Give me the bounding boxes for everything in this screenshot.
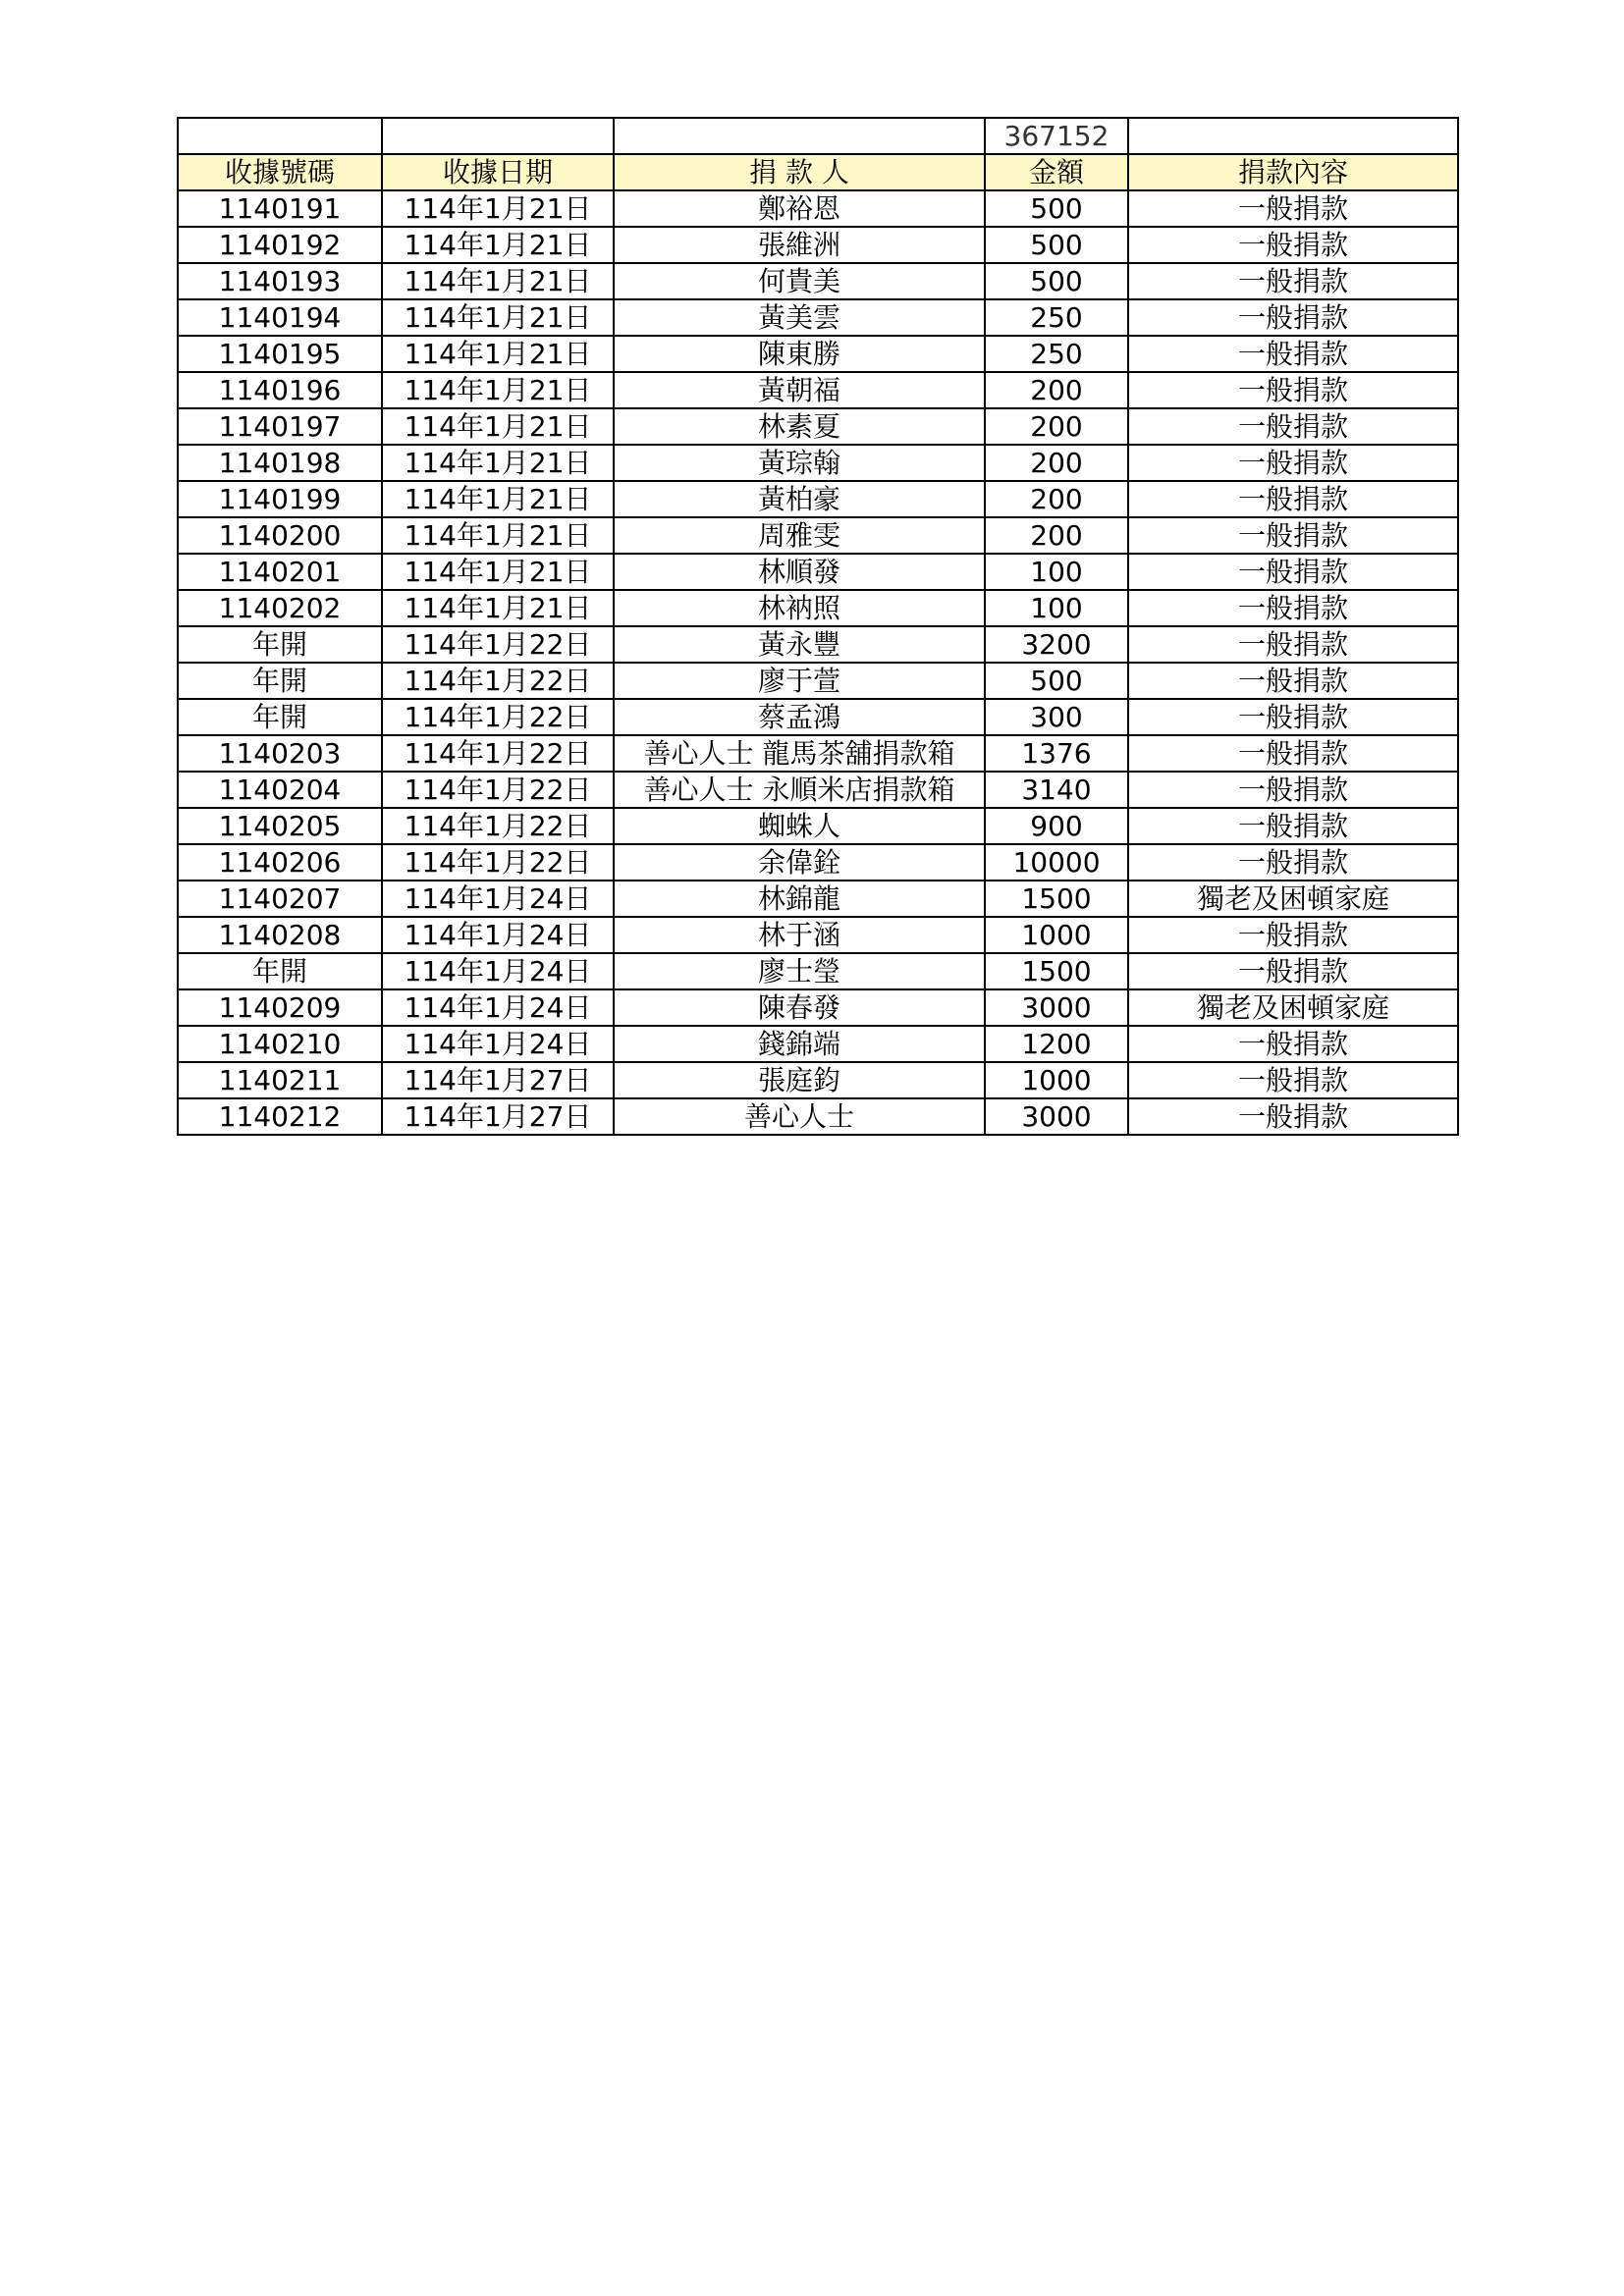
table-row: [178, 917, 1458, 953]
cell-donor: 林素夏: [614, 408, 985, 445]
cell-receipt-date: 114年1月24日: [382, 953, 614, 989]
cell-receipt-no: 1140211: [178, 1062, 382, 1098]
cell-content: 一般捐款: [1128, 917, 1458, 953]
cell-donor: 林于涵: [614, 917, 985, 953]
cell-receipt-date: 114年1月21日: [382, 445, 614, 481]
cell-amount: 100: [985, 590, 1128, 626]
cell-receipt-no: 1140192: [178, 227, 382, 263]
cell-receipt-no: 1140205: [178, 808, 382, 844]
cell-content: 獨老及困頓家庭: [1128, 881, 1458, 917]
cell-receipt-date: 114年1月24日: [382, 881, 614, 917]
cell-amount: 1000: [985, 917, 1128, 953]
cell-content: 一般捐款: [1128, 1026, 1458, 1062]
header-content: 捐款內容: [1128, 154, 1458, 190]
cell-content: 一般捐款: [1128, 299, 1458, 336]
cell-content: 一般捐款: [1128, 1098, 1458, 1135]
cell-donor: 廖于萱: [614, 663, 985, 699]
table-row: [178, 1026, 1458, 1062]
header-amount: 金額: [985, 154, 1128, 190]
cell-receipt-no: 1140193: [178, 263, 382, 299]
cell-receipt-no: 1140207: [178, 881, 382, 917]
cell-receipt-no: 1140201: [178, 554, 382, 590]
cell-receipt-date: 114年1月22日: [382, 772, 614, 808]
cell-receipt-date: 114年1月24日: [382, 1026, 614, 1062]
cell-content: 一般捐款: [1128, 626, 1458, 663]
table-row: [178, 481, 1458, 517]
table-row: [178, 554, 1458, 590]
table-row: [178, 372, 1458, 408]
donation-sheet: [177, 117, 1457, 1136]
header-row: [178, 154, 1458, 190]
cell-donor: 蔡孟鴻: [614, 699, 985, 735]
cell-receipt-date: 114年1月22日: [382, 808, 614, 844]
cell-amount: 3140: [985, 772, 1128, 808]
cell-amount: 200: [985, 372, 1128, 408]
cell-content: 獨老及困頓家庭: [1128, 989, 1458, 1026]
cell-amount: 3000: [985, 989, 1128, 1026]
cell-donor: 錢錦端: [614, 1026, 985, 1062]
cell-receipt-no: 年開: [178, 699, 382, 735]
cell-content: 一般捐款: [1128, 263, 1458, 299]
cell-donor: 何貴美: [614, 263, 985, 299]
cell-content: 一般捐款: [1128, 663, 1458, 699]
header-donor: 捐 款 人: [614, 154, 985, 190]
cell-amount: 1000: [985, 1062, 1128, 1098]
donation-table: [177, 117, 1459, 1136]
total-row-empty-cell: [1128, 118, 1458, 154]
cell-receipt-no: 年開: [178, 626, 382, 663]
cell-amount: 500: [985, 190, 1128, 227]
table-row: [178, 626, 1458, 663]
table-row: [178, 336, 1458, 372]
total-row-empty-cell: [614, 118, 985, 154]
cell-donor: 善心人士 龍馬茶舖捐款箱: [614, 735, 985, 772]
cell-receipt-date: 114年1月22日: [382, 663, 614, 699]
cell-amount: 500: [985, 227, 1128, 263]
cell-amount: 1500: [985, 953, 1128, 989]
cell-amount: 100: [985, 554, 1128, 590]
cell-receipt-date: 114年1月22日: [382, 735, 614, 772]
cell-donor: 黃美雲: [614, 299, 985, 336]
table-row: [178, 953, 1458, 989]
cell-receipt-no: 1140210: [178, 1026, 382, 1062]
cell-donor: 余偉銓: [614, 844, 985, 881]
table-row: [178, 190, 1458, 227]
cell-donor: 張維洲: [614, 227, 985, 263]
cell-receipt-date: 114年1月21日: [382, 554, 614, 590]
cell-donor: 鄭裕恩: [614, 190, 985, 227]
cell-content: 一般捐款: [1128, 1062, 1458, 1098]
table-row: [178, 227, 1458, 263]
cell-amount: 3000: [985, 1098, 1128, 1135]
cell-receipt-date: 114年1月21日: [382, 263, 614, 299]
cell-content: 一般捐款: [1128, 699, 1458, 735]
cell-amount: 200: [985, 408, 1128, 445]
cell-receipt-date: 114年1月21日: [382, 190, 614, 227]
total-row-empty-cell: [178, 118, 382, 154]
cell-donor: 周雅雯: [614, 517, 985, 554]
cell-donor: 蜘蛛人: [614, 808, 985, 844]
cell-receipt-no: 1140196: [178, 372, 382, 408]
cell-receipt-no: 1140200: [178, 517, 382, 554]
cell-content: 一般捐款: [1128, 190, 1458, 227]
table-row: [178, 263, 1458, 299]
cell-amount: 200: [985, 517, 1128, 554]
cell-donor: 林衲照: [614, 590, 985, 626]
cell-receipt-no: 1140212: [178, 1098, 382, 1135]
cell-receipt-date: 114年1月22日: [382, 626, 614, 663]
cell-receipt-date: 114年1月21日: [382, 590, 614, 626]
cell-content: 一般捐款: [1128, 517, 1458, 554]
table-row: [178, 1098, 1458, 1135]
cell-donor: 陳東勝: [614, 336, 985, 372]
cell-receipt-date: 114年1月21日: [382, 517, 614, 554]
cell-receipt-date: 114年1月27日: [382, 1098, 614, 1135]
cell-receipt-no: 1140204: [178, 772, 382, 808]
cell-content: 一般捐款: [1128, 336, 1458, 372]
cell-donor: 林順發: [614, 554, 985, 590]
table-row: [178, 517, 1458, 554]
cell-content: 一般捐款: [1128, 953, 1458, 989]
cell-receipt-no: 1140195: [178, 336, 382, 372]
cell-amount: 200: [985, 481, 1128, 517]
cell-amount: 1500: [985, 881, 1128, 917]
cell-receipt-no: 1140209: [178, 989, 382, 1026]
cell-amount: 10000: [985, 844, 1128, 881]
table-row: [178, 1062, 1458, 1098]
cell-donor: 善心人士 永順米店捐款箱: [614, 772, 985, 808]
cell-amount: 3200: [985, 626, 1128, 663]
table-row: [178, 699, 1458, 735]
cell-amount: 250: [985, 336, 1128, 372]
total-row: [178, 118, 1458, 154]
total-amount: 367152: [985, 118, 1128, 154]
cell-donor: 黃永豐: [614, 626, 985, 663]
header-receipt-date: 收據日期: [382, 154, 614, 190]
cell-receipt-no: 1140197: [178, 408, 382, 445]
cell-receipt-no: 1140208: [178, 917, 382, 953]
cell-receipt-no: 年開: [178, 953, 382, 989]
table-row: [178, 989, 1458, 1026]
cell-content: 一般捐款: [1128, 372, 1458, 408]
cell-receipt-no: 年開: [178, 663, 382, 699]
cell-receipt-no: 1140199: [178, 481, 382, 517]
cell-receipt-date: 114年1月22日: [382, 699, 614, 735]
cell-receipt-date: 114年1月21日: [382, 227, 614, 263]
cell-content: 一般捐款: [1128, 227, 1458, 263]
cell-donor: 廖士瑩: [614, 953, 985, 989]
cell-content: 一般捐款: [1128, 844, 1458, 881]
cell-content: 一般捐款: [1128, 772, 1458, 808]
cell-donor: 黃朝福: [614, 372, 985, 408]
cell-amount: 300: [985, 699, 1128, 735]
cell-amount: 500: [985, 263, 1128, 299]
cell-content: 一般捐款: [1128, 481, 1458, 517]
cell-receipt-date: 114年1月21日: [382, 481, 614, 517]
cell-receipt-no: 1140203: [178, 735, 382, 772]
table-row: [178, 735, 1458, 772]
cell-content: 一般捐款: [1128, 408, 1458, 445]
cell-receipt-no: 1140198: [178, 445, 382, 481]
cell-receipt-no: 1140202: [178, 590, 382, 626]
cell-receipt-date: 114年1月21日: [382, 336, 614, 372]
cell-receipt-date: 114年1月24日: [382, 989, 614, 1026]
cell-content: 一般捐款: [1128, 554, 1458, 590]
cell-amount: 250: [985, 299, 1128, 336]
cell-content: 一般捐款: [1128, 735, 1458, 772]
table-row: [178, 590, 1458, 626]
cell-receipt-date: 114年1月22日: [382, 844, 614, 881]
cell-donor: 張庭鈞: [614, 1062, 985, 1098]
cell-donor: 黃琮翰: [614, 445, 985, 481]
cell-amount: 500: [985, 663, 1128, 699]
cell-receipt-date: 114年1月21日: [382, 372, 614, 408]
cell-amount: 200: [985, 445, 1128, 481]
cell-receipt-date: 114年1月27日: [382, 1062, 614, 1098]
table-row: [178, 772, 1458, 808]
cell-amount: 900: [985, 808, 1128, 844]
cell-donor: 善心人士: [614, 1098, 985, 1135]
cell-receipt-no: 1140206: [178, 844, 382, 881]
cell-receipt-date: 114年1月21日: [382, 299, 614, 336]
cell-amount: 1376: [985, 735, 1128, 772]
total-row-empty-cell: [382, 118, 614, 154]
table-row: [178, 844, 1458, 881]
cell-content: 一般捐款: [1128, 445, 1458, 481]
cell-receipt-no: 1140191: [178, 190, 382, 227]
cell-amount: 1200: [985, 1026, 1128, 1062]
table-row: [178, 408, 1458, 445]
cell-content: 一般捐款: [1128, 590, 1458, 626]
table-row: [178, 663, 1458, 699]
table-row: [178, 881, 1458, 917]
table-row: [178, 299, 1458, 336]
table-row: [178, 445, 1458, 481]
cell-receipt-date: 114年1月24日: [382, 917, 614, 953]
cell-content: 一般捐款: [1128, 808, 1458, 844]
cell-donor: 陳春發: [614, 989, 985, 1026]
table-row: [178, 808, 1458, 844]
cell-receipt-no: 1140194: [178, 299, 382, 336]
header-receipt-no: 收據號碼: [178, 154, 382, 190]
cell-receipt-date: 114年1月21日: [382, 408, 614, 445]
cell-donor: 黃柏豪: [614, 481, 985, 517]
cell-donor: 林錦龍: [614, 881, 985, 917]
